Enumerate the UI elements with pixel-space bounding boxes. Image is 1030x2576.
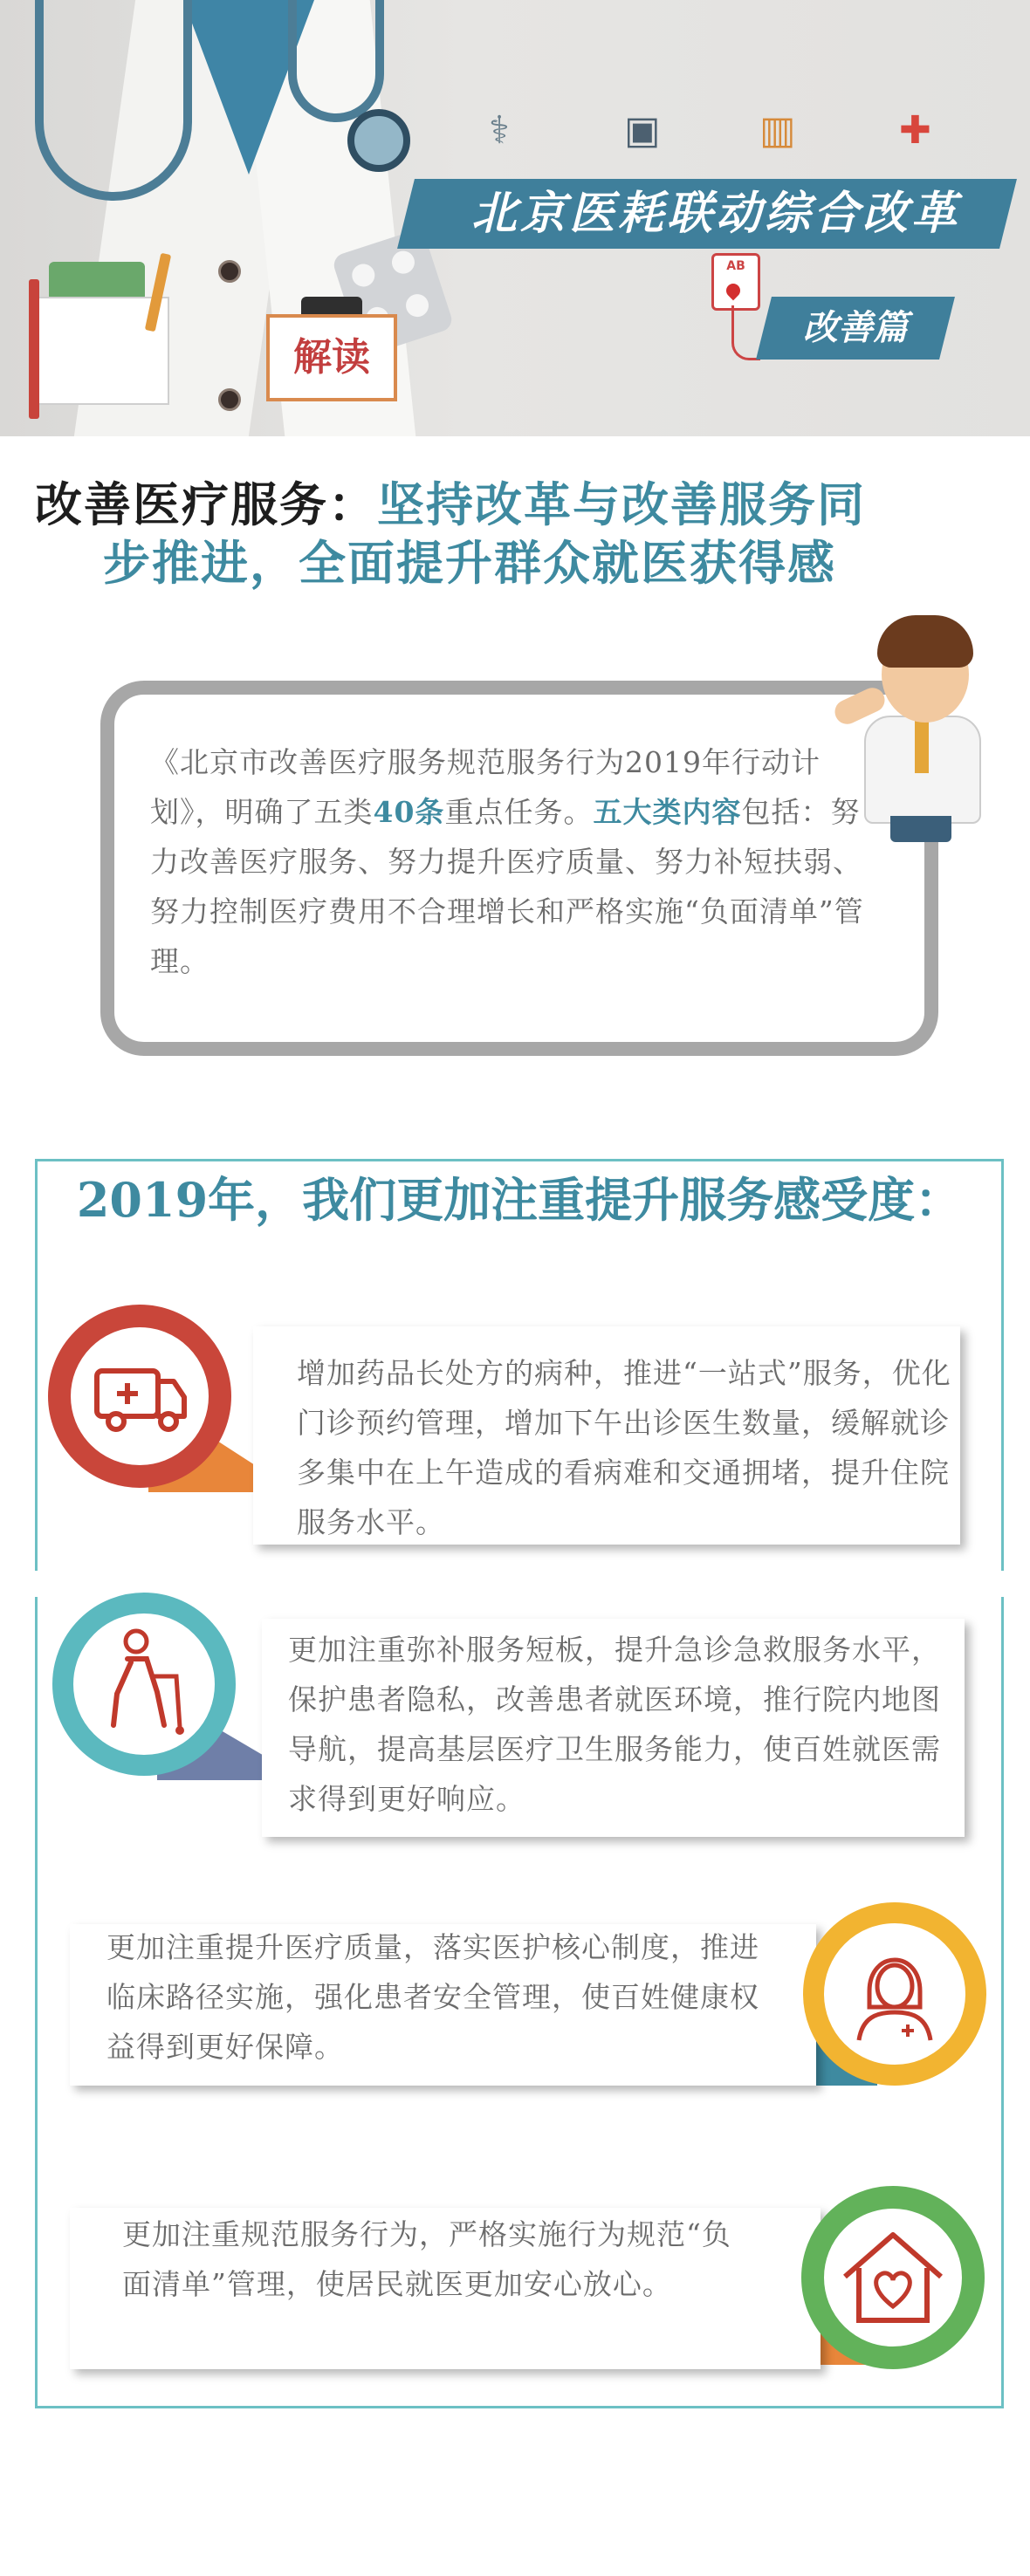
iv-tube-icon — [731, 305, 760, 360]
section-title: 2019年，我们更加注重提升服务感受度： — [76, 1172, 963, 1228]
service-card-2-text: 更加注重弥补服务短板，提升急诊急救服务水平，保护患者隐私，改善患者就医环境，推行院内地图导航，提高基层医疗卫生服务能力，使百姓就医需求得到更好响应。 — [288, 1633, 941, 1816]
doctor-legs — [890, 816, 951, 842]
banner-subtitle: 改善篇 — [803, 307, 908, 348]
blood-type-label: AB — [726, 259, 745, 273]
nurse-icon — [824, 1923, 965, 2065]
intro-part1: 《北京市改善医疗服务规范服务行为2019年行动计划》，明确了五类 — [150, 745, 821, 829]
coat-button-icon — [218, 388, 241, 411]
doctor-hair — [877, 615, 973, 668]
stethoscope-icon — [35, 0, 192, 201]
page-headline — [35, 476, 995, 533]
monitor-icon: ▣ — [624, 108, 661, 153]
coat-button-icon — [218, 260, 241, 283]
intro-part3: 包括：努力改善医疗服务、努力提升医疗质量、努力补短扶弱、努力控制医疗费用不合理增长和严格实施“负面清单”管理。 — [150, 795, 864, 978]
stethoscope-small-icon: ⚕ — [489, 108, 510, 153]
headline-lead: 改善医疗服务： — [35, 476, 377, 532]
blood-bag-icon — [711, 253, 760, 311]
header-banner — [0, 0, 1030, 436]
pen-icon — [29, 279, 39, 419]
intro-text — [150, 737, 875, 986]
intro-count: 40条 — [373, 795, 445, 829]
heart-house-circle — [801, 2186, 985, 2369]
pills-icon: ▥ — [759, 108, 796, 153]
elderly-circle — [52, 1593, 236, 1776]
intro-part2: 重点任务。 — [444, 795, 594, 829]
headline-rest-line1: 坚持改革与改善服务同 — [377, 476, 866, 532]
nurse-circle — [803, 1902, 986, 2086]
service-card-4-text: 更加注重规范服务行为，严格实施行为规范“负面清单”管理，使居民就医更加安心放心。 — [122, 2217, 731, 2301]
service-card-1-text: 增加药品长处方的病种，推进“一站式”服务，优化门诊预约管理，增加下午出诊医生数量，缓解就诊多集中在上午造成的看病难和交通拥堵，提升住院服务水平。 — [297, 1356, 951, 1539]
intro-highlight: 五大类内容 — [593, 795, 742, 829]
stethoscope-head-icon — [347, 109, 410, 172]
ambulance-circle — [48, 1305, 231, 1488]
banner-title: 北京医耗联动综合改革 — [470, 187, 960, 240]
stethoscope-tube — [288, 0, 384, 122]
interpretation-badge: 解读 — [266, 314, 397, 401]
border-gap — [998, 1571, 1008, 1597]
doctor-tie — [915, 721, 929, 773]
service-card-3-text: 更加注重提升医疗质量，落实医护核心制度，推进临床路径实施，强化患者安全管理，使百姓健康权益得到更好保障。 — [106, 1930, 759, 2064]
border-gap — [31, 1571, 42, 1597]
heart-house-icon — [824, 2209, 962, 2346]
headline-rest-line2: 步推进，全面提升群众就医获得感 — [103, 535, 836, 591]
elderly-walker-icon — [73, 1613, 215, 1755]
medicine-bottle-icon — [49, 262, 145, 301]
first-aid-kit-icon: ✚ — [899, 108, 931, 153]
ambulance-icon — [71, 1327, 209, 1465]
